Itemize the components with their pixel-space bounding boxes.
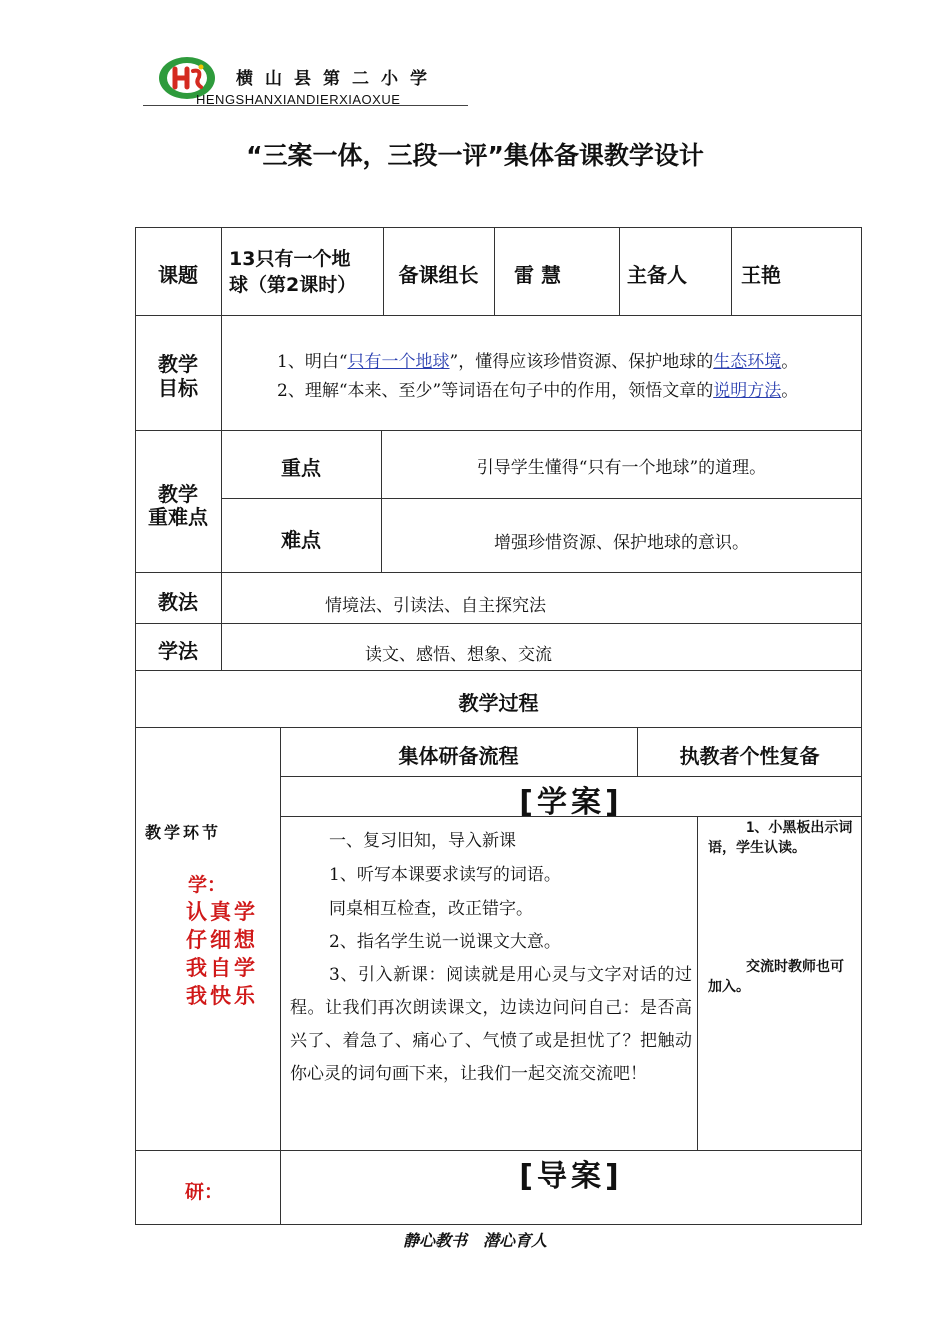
learn-line-2: 仔细想 [186, 928, 258, 952]
guide-plan-title: [导案] [519, 1159, 623, 1194]
row-divider [221, 498, 862, 499]
link-ecological-environment[interactable]: 生态环境 [713, 352, 782, 372]
keypoints-label-2: 重难点 [148, 505, 208, 529]
footer-motto: 静心教书 潜心育人 [402, 1231, 547, 1250]
personal-note-1: 1、小黑板出示词语，学生认读。 [708, 820, 853, 856]
flow-line-3: 同桌相互检查，改正错字。 [329, 899, 533, 919]
document-title: “三案一体，三段一评”集体备课教学设计 [246, 141, 704, 170]
row-divider [135, 430, 862, 431]
header-rule [143, 105, 468, 106]
difficulty-label: 难点 [281, 528, 321, 552]
process-title: 教学过程 [458, 691, 539, 715]
lesson-title-line1: 13只有一个地 [229, 248, 351, 270]
col-divider [221, 227, 222, 315]
goal-1 [277, 347, 798, 372]
learning-method-label: 学法 [158, 639, 198, 663]
learn-line-1: 认真学 [186, 900, 258, 924]
school-name: 横山县第二小学 [236, 69, 439, 89]
goal-1-text: 。 [781, 352, 799, 372]
goal-1-text: 1、明白“ [277, 352, 348, 372]
col-divider [619, 227, 620, 315]
stage-label: 教学环节 [145, 823, 222, 842]
learn-line-4: 我快乐 [186, 984, 258, 1008]
lesson-label: 课题 [158, 263, 198, 287]
goal-1-text: ”，懂得应该珍惜资源、保护地球的 [449, 352, 714, 372]
flow-paragraph: 3、引入新课：阅读就是用心灵与文字对话的过程。让我们再次朗读课文，边读边问问自己：是否高兴了、着急了、痛心了、气愤了或是担忧了？把触动你心灵的词句画下来，让我们一起交流交流吧！ [290, 965, 692, 1084]
flow-line-4: 2、指名学生说一说课文大意。 [329, 932, 561, 952]
link-only-one-earth[interactable]: 只有一个地球 [347, 352, 450, 372]
goal-2 [277, 376, 798, 401]
goals-label-2: 目标 [158, 376, 198, 400]
school-pinyin: HENGSHANXIANDIERXIAOXUE [196, 92, 401, 107]
teaching-method-label: 教法 [158, 590, 198, 614]
col-divider [697, 816, 698, 1150]
col-divider [221, 315, 222, 430]
row-divider [135, 572, 862, 573]
study-plan-title: [学案] [519, 785, 623, 820]
lesson-title-line2: 球（第2课时） [229, 274, 357, 296]
row-divider [135, 623, 862, 624]
main-preparer-label: 主备人 [627, 263, 687, 287]
learn-title: 学： [188, 874, 227, 896]
row-divider [135, 670, 862, 671]
goal-2-text: 2、理解“本来、至少”等词语在句子中的作用，领悟文章的 [277, 381, 714, 401]
flow-line-2: 1、听写本课要求读写的词语。 [329, 865, 561, 885]
personal-note-2: 交流时教师也可加入。 [708, 959, 844, 995]
col-divider [221, 572, 222, 670]
personal-column-header: 执教者个性复备 [679, 744, 820, 768]
teaching-method-value: 情境法、引读法、自主探究法 [325, 596, 546, 616]
group-leader-label: 备课组长 [398, 263, 479, 287]
learning-method-value: 读文、感悟、想象、交流 [365, 645, 552, 665]
col-divider [731, 227, 732, 315]
difficulty-text: 增强珍惜资源、保护地球的意识。 [494, 533, 749, 553]
flow-line-1: 一、复习旧知，导入新课 [329, 831, 516, 851]
learn-line-3: 我自学 [186, 956, 258, 980]
col-divider [494, 227, 495, 315]
keypoints-label-1: 教学 [158, 482, 198, 506]
link-explanation-method[interactable]: 说明方法 [713, 381, 782, 401]
focus-label: 重点 [281, 456, 321, 480]
collective-column-header: 集体研备流程 [398, 744, 519, 768]
research-title: 研： [185, 1181, 224, 1203]
group-leader-name: 雷 慧 [514, 263, 561, 287]
row-divider [135, 315, 862, 316]
goal-2-text: 。 [781, 381, 799, 401]
focus-text: 引导学生懂得“只有一个地球”的道理。 [476, 458, 767, 478]
row-divider [135, 727, 862, 728]
goals-label-1: 教学 [158, 352, 198, 376]
main-preparer-name: 王艳 [741, 263, 781, 287]
